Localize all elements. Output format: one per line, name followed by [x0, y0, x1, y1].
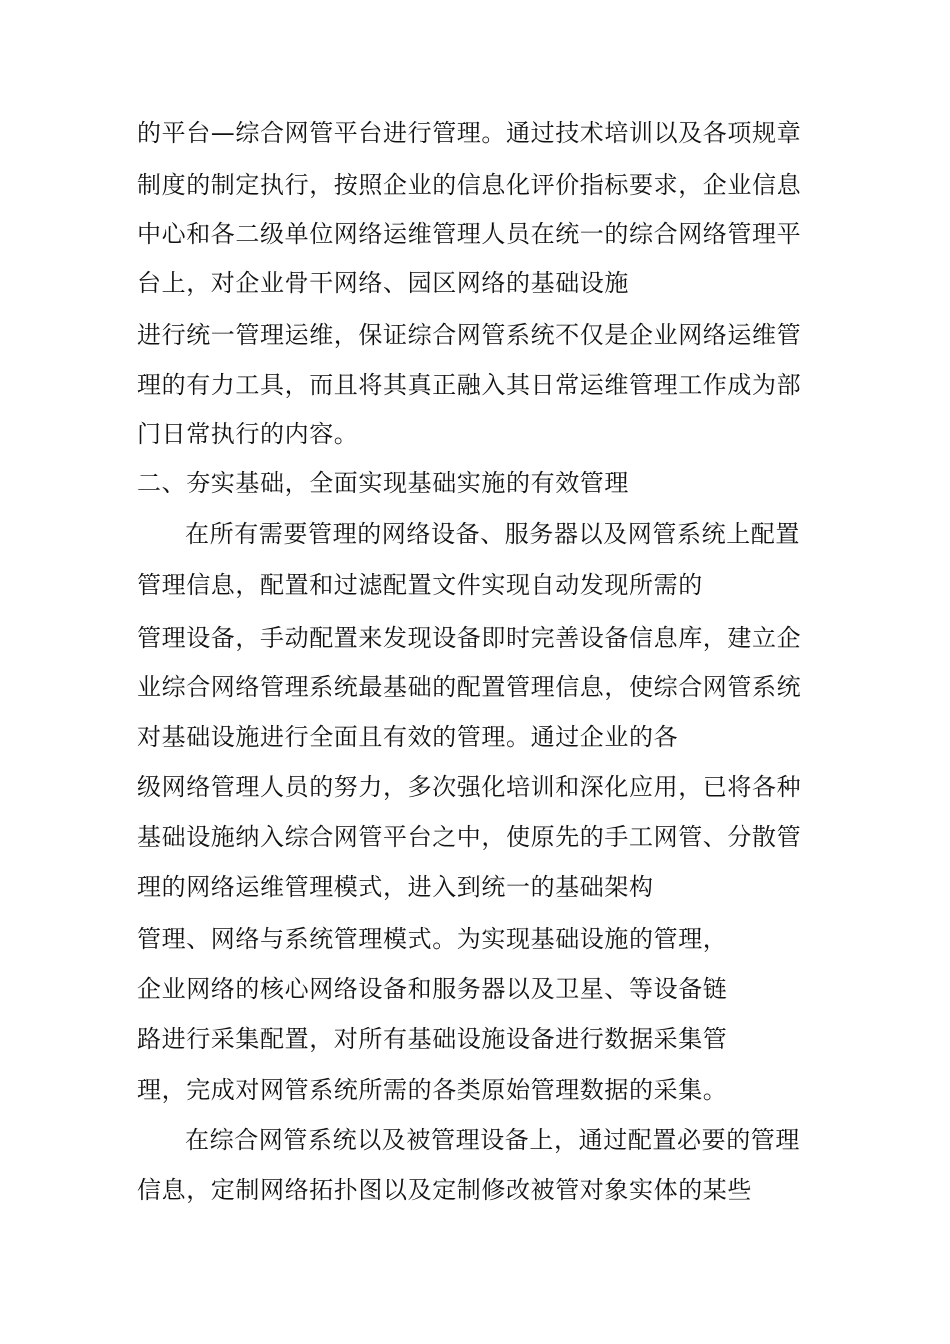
text-line: 的平台—综合网管平台进行管理。通过技术培训以及各项规章 [137, 119, 802, 147]
text-line: 制度的制定执行，按照企业的信息化评价指标要求，企业信息 [137, 171, 802, 199]
text-line: 中心和各二级单位网络运维管理人员在统一的综合网络管理平 [137, 220, 802, 248]
text-line: 进行统一管理运维，保证综合网管系统不仅是企业网络运维管 [137, 321, 802, 349]
text-line: 台上，对企业骨干网络、园区网络的基础设施 [137, 269, 629, 297]
text-line: 信息，定制网络拓扑图以及定制修改被管对象实体的某些 [137, 1176, 752, 1204]
text-line: 路进行采集配置，对所有基础设施设备进行数据采集管 [137, 1025, 728, 1053]
text-line: 在所有需要管理的网络设备、服务器以及网管系统上配置 [185, 520, 800, 548]
text-line: 门日常执行的内容。 [137, 420, 359, 448]
text-line: 理，完成对网管系统所需的各类原始管理数据的采集。 [137, 1076, 728, 1104]
text-line: 对基础设施进行全面且有效的管理。通过企业的各 [137, 723, 679, 751]
text-line: 管理信息，配置和过滤配置文件实现自动发现所需的 [137, 571, 703, 599]
text-line: 业综合网络管理系统最基础的配置管理信息，使综合网管系统 [137, 673, 802, 701]
text-line: 管理设备，手动配置来发现设备即时完善设备信息库，建立企 [137, 624, 802, 652]
text-line: 基础设施纳入综合网管平台之中，使原先的手工网管、分散管 [137, 823, 802, 851]
text-line: 管理、网络与系统管理模式。为实现基础设施的管理， [137, 925, 728, 953]
text-line: 级网络管理人员的努力，多次强化培训和深化应用，已将各种 [137, 773, 802, 801]
text-line: 在综合网管系统以及被管理设备上，通过配置必要的管理 [185, 1126, 800, 1154]
text-line: 理的网络运维管理模式，进入到统一的基础架构 [137, 873, 654, 901]
text-line: 理的有力工具，而且将其真正融入其日常运维管理工作成为部 [137, 371, 802, 399]
text-line: 企业网络的核心网络设备和服务器以及卫星、等设备链 [137, 975, 728, 1003]
section-heading: 二、夯实基础，全面实现基础实施的有效管理 [137, 469, 629, 497]
